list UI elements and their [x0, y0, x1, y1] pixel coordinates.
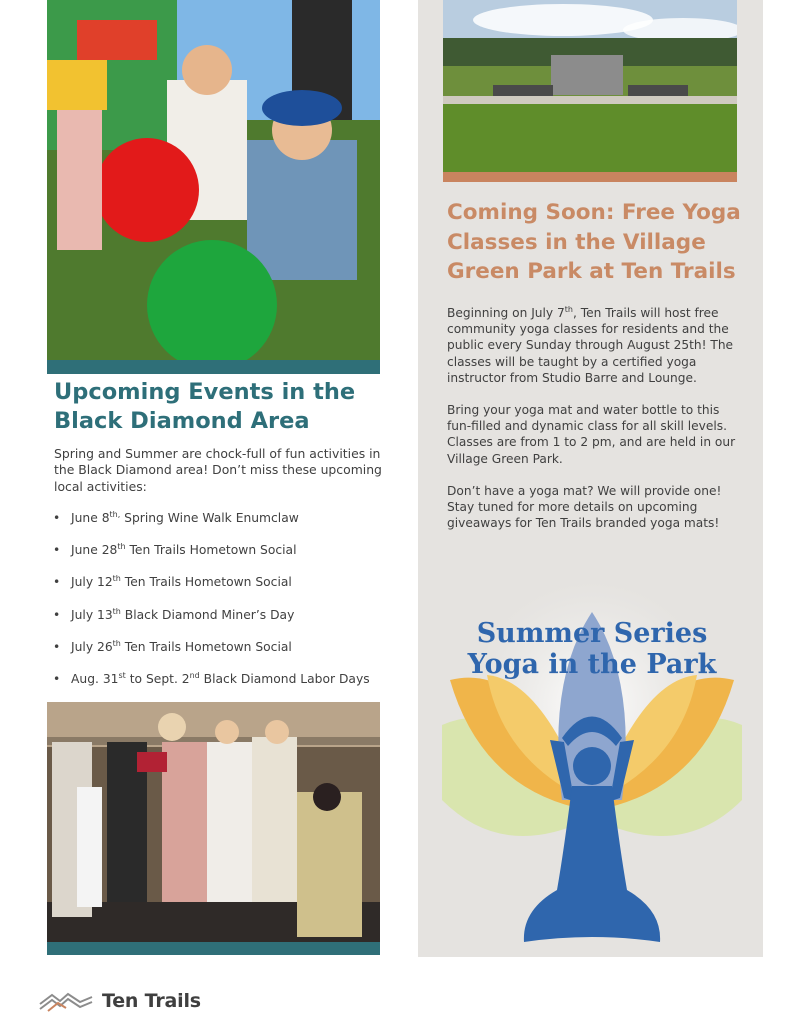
events-intro-text: Spring and Summer are chock-full of fun activities in the Black Diamond area! Don’t miss these upcoming local activities: [54, 446, 382, 494]
photo-accent-bar [443, 172, 737, 182]
yoga-heading: Coming Soon: Free Yoga Classes in the Village Green Park at Ten Trails [447, 200, 741, 284]
list-item: • June 28th Ten Trails Hometown Social [52, 541, 382, 573]
photo-accent-bar [47, 942, 380, 955]
village-green-park-photo [443, 0, 737, 172]
events-heading: Upcoming Events in the Black Diamond Area [54, 379, 356, 434]
yoga-paragraph-3: Don’t have a yoga mat? We will provide one! Stay tuned for more details on upcoming giveaways for Ten Trails branded yoga mats! [447, 484, 722, 531]
yoga-paragraph-2: Bring your yoga mat and water bottle to this fun-filled and dynamic class for all skill levels. Classes are from 1 to 2 pm, and are held in our Village Green Park. [447, 403, 736, 466]
yoga-in-the-park-graphic [432, 560, 752, 950]
graphic-title-line-2: Yoga in the Park [467, 649, 717, 680]
list-item: • Aug. 31st to Sept. 2nd Black Diamond Labor Days [52, 670, 382, 702]
list-item: • July 12th Ten Trails Hometown Social [52, 573, 382, 605]
kids-balloons-photo [47, 0, 380, 360]
logo-text: Ten Trails [102, 990, 201, 1012]
events-list [52, 509, 382, 702]
miners-day-photo [47, 702, 380, 942]
graphic-title-line-1: Summer Series [476, 618, 708, 649]
mountain-logo-icon [38, 990, 94, 1012]
list-item: • July 13th Black Diamond Miner’s Day [52, 606, 382, 638]
list-item: • July 26th Ten Trails Hometown Social [52, 638, 382, 670]
photo-accent-bar [47, 360, 380, 374]
yoga-paragraph-1: Beginning on July 7th, Ten Trails will host free community yoga classes for residents and the public every Sunday through August 25th! The classes will be taught by a certified yoga instructor from Studio Barre and Lounge. [447, 304, 734, 385]
list-item: • June $8^{th,}$ Spring Wine Walk Enumclaw [52, 509, 382, 541]
ten-trails-logo [38, 986, 201, 1016]
